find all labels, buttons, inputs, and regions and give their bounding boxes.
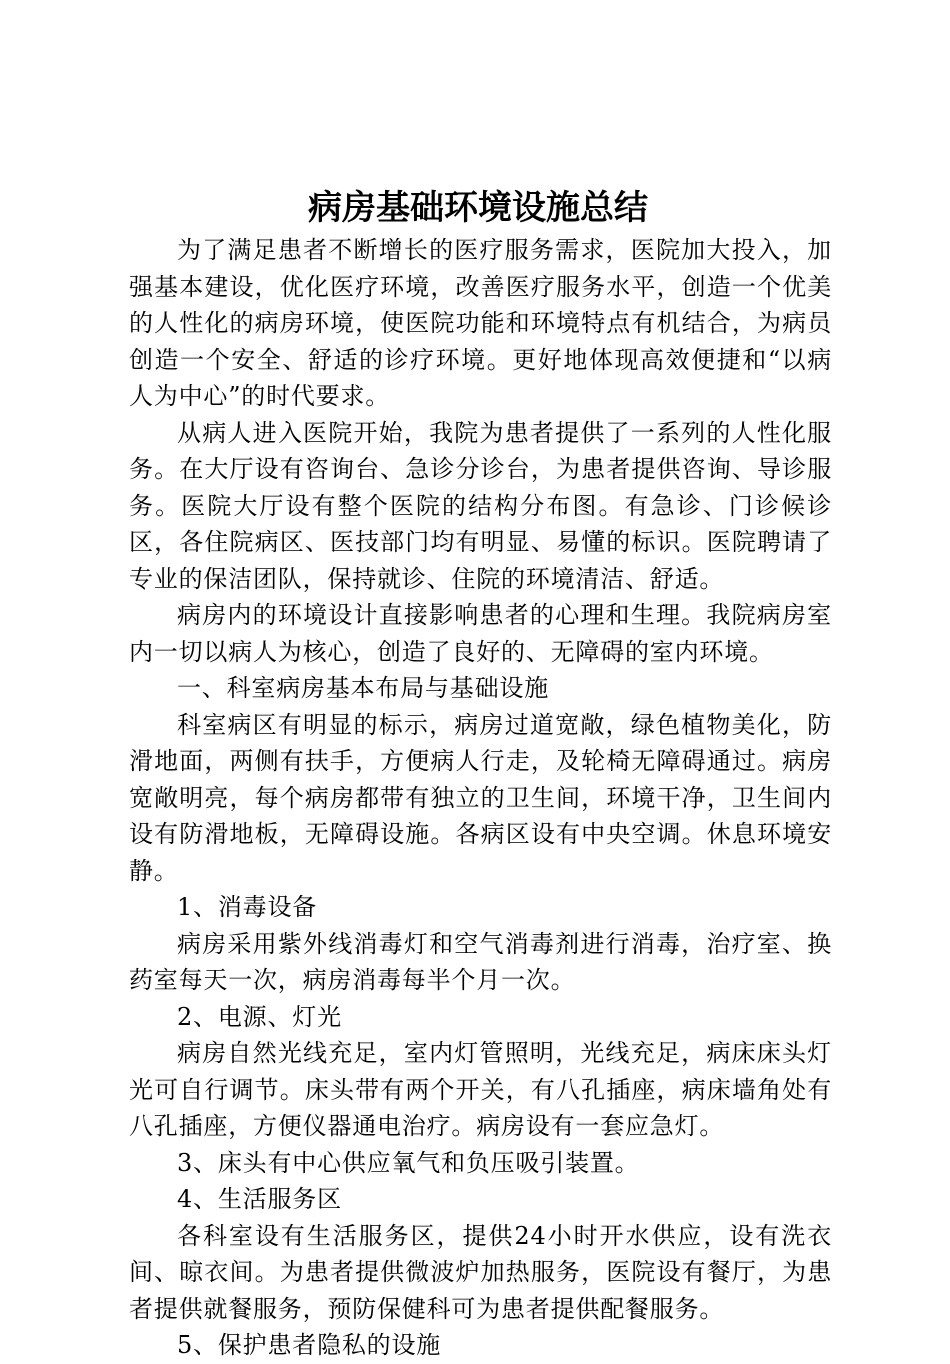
paragraph-intro: 为了满足患者不断增长的医疗服务需求，医院加大投入，加强基本建设，优化医疗环境，改善医疗服务水平，创造一个优美的人性化的病房环境，使医院功能和环境特点有机结合，为病员创造一个安全、舒适的诊疗环境。更好地体现高效便捷和“以病人为中心”的时代要求。 [129, 236, 832, 410]
item-heading-power-lighting: 2、电源、灯光 [177, 1002, 342, 1031]
item-heading-living-service: 4、生活服务区 [177, 1185, 342, 1213]
paragraph-disinfection: 病房采用紫外线消毒灯和空气消毒剂进行消毒，治疗室、换药室每天一次，病房消毒每半个月一次。 [129, 929, 832, 994]
paragraph-environment: 病房内的环境设计直接影响患者的心理和生理。我院病房室内一切以病人为核心，创造了良好的、无障碍的室内环境。 [129, 601, 832, 666]
document-body [129, 232, 832, 1364]
paragraph-power-lighting: 病房自然光线充足，室内灯管照明，光线充足，病床床头灯光可自行调节。床头带有两个开关，有八孔插座，病床墙角处有八孔插座，方便仪器通电治疗。病房设有一套应急灯。 [129, 1039, 832, 1140]
item-heading-privacy: 5、保护患者隐私的设施 [177, 1331, 442, 1359]
item-oxygen-suction: 3、床头有中心供应氧气和负压吸引装置。 [177, 1148, 640, 1177]
document-title: 病房基础环境设施总结 [308, 188, 648, 228]
item-heading-disinfection: 1、消毒设备 [177, 893, 318, 921]
paragraph-services: 从病人进入医院开始，我院为患者提供了一系列的人性化服务。在大厅设有咨询台、急诊分诊台，为患者提供咨询、导诊服务。医院大厅设有整个医院的结构分布图。有急诊、门诊候诊区，各住院病区、医技部门均有明显、易懂的标识。医院聘请了专业的保洁团队，保持就诊、住院的环境清洁、舒适。 [129, 418, 832, 593]
section-heading-layout: 一、科室病房基本布局与基础设施 [177, 674, 549, 702]
paragraph-layout: 科室病区有明显的标示，病房过道宽敞，绿色植物美化，防滑地面，两侧有扶手，方便病人行走，及轮椅无障碍通过。病房宽敞明亮，每个病房都带有独立的卫生间，环境干净，卫生间内设有防滑地板，无障碍设施。各病区设有中央空调。休息环境安静。 [129, 710, 832, 885]
paragraph-living-service: 各科室设有生活服务区，提供24小时开水供应，设有洗衣间、晾衣间。为患者提供微波炉加热服务，医院设有餐厅，为患者提供就餐服务，预防保健科可为患者提供配餐服务。 [129, 1221, 832, 1323]
